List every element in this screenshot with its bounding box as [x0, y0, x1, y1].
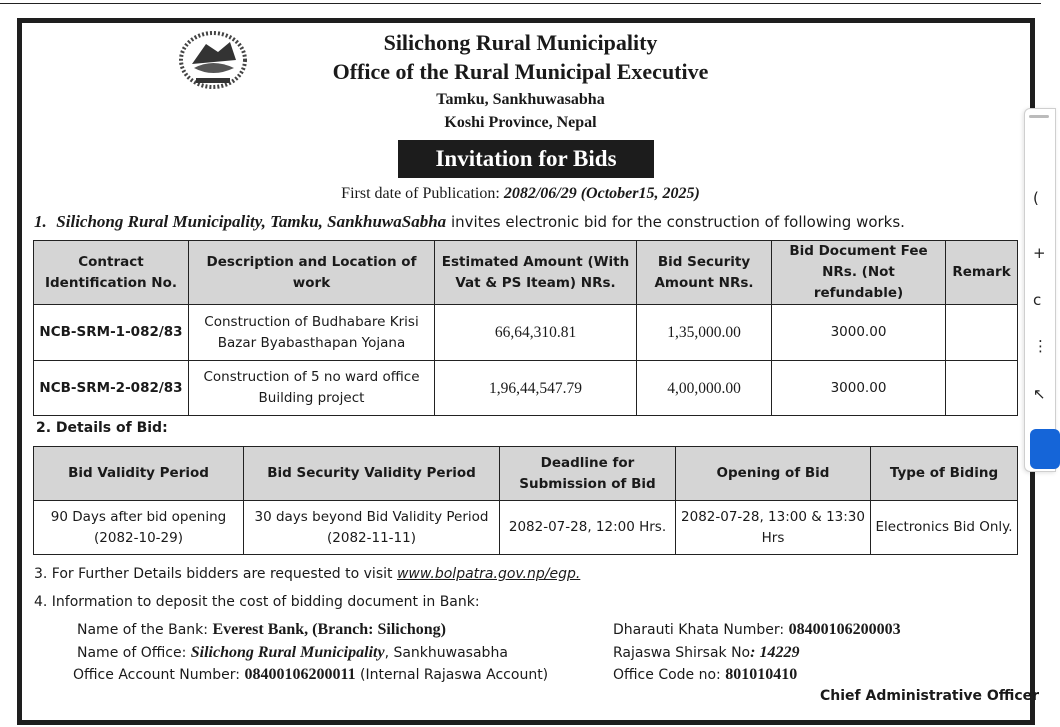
rajaswa-line: [613, 644, 799, 662]
publication-date-line: [0, 185, 1041, 203]
section-2-title: 2. Details of Bid:: [36, 420, 168, 436]
col-header-type: Type of Biding: [871, 447, 1018, 501]
col-header-bid-validity: Bid Validity Period: [34, 447, 244, 501]
estimated-amount: 66,64,310.81: [435, 305, 637, 361]
publication-date: 2082/06/29 (October15, 2025): [503, 185, 700, 202]
bid-security-validity-period: 30 days beyond Bid Validity Period (2082-11-11): [244, 501, 500, 555]
section-1-text: invites electronic bid for the construction of following works.: [450, 213, 905, 231]
publication-label: First date of Publication:: [341, 185, 500, 202]
account-suffix: (Internal Rajaswa Account): [355, 667, 549, 683]
partial-icon-2[interactable]: +: [1033, 244, 1046, 262]
works-table: [33, 240, 1018, 416]
col-header-estimated-amount: Estimated Amount (With Vat & PS Iteam) NRs.: [435, 241, 637, 305]
bolpatra-link[interactable]: www.bolpatra.gov.np/egp.: [396, 566, 581, 582]
bid-details-table: [33, 446, 1018, 555]
estimated-amount: 1,96,44,547.79: [435, 361, 637, 416]
bank-value: Everest Bank, (Branch: Silichong): [212, 621, 446, 638]
municipality-title: Silichong Rural Municipality: [383, 30, 658, 55]
office-value: Silichong Rural Municipality: [190, 644, 385, 661]
rajaswa-label: Rajaswa Shirsak No: [613, 645, 751, 661]
section-1-number: 1.: [34, 212, 47, 231]
office-name-line: [77, 644, 508, 662]
office-label: Name of Office:: [77, 645, 187, 661]
office-code-line: [613, 666, 797, 684]
table-row: [34, 501, 1018, 555]
section-4-text: 4. Information to deposit the cost of bidding document in Bank:: [34, 594, 480, 610]
dharauti-value: 08400106200003: [788, 621, 901, 638]
contract-id: NCB-SRM-1-082/83: [34, 305, 189, 361]
work-description: Construction of Budhabare Krisi Bazar Byabasthapan Yojana: [189, 305, 435, 361]
invitation-banner: Invitation for Bids: [398, 140, 654, 178]
partial-icon-1[interactable]: (: [1033, 189, 1039, 207]
dharauti-line: [613, 621, 901, 639]
rajaswa-value: : 14229: [750, 644, 800, 661]
bid-security-amount: 1,35,000.00: [637, 305, 772, 361]
top-divider: [0, 3, 1041, 4]
opening-of-bid: 2082-07-28, 13:00 & 13:30 Hrs: [676, 501, 871, 555]
bid-document-fee: 3000.00: [772, 305, 946, 361]
account-value: 08400106200011: [244, 666, 356, 683]
type-of-biding: Electronics Bid Only.: [871, 501, 1018, 555]
signature: Chief Administrative Officer: [820, 688, 1040, 704]
address-line-2: Koshi Province, Nepal: [444, 114, 597, 131]
col-header-deadline: Deadline for Submission of Bid: [500, 447, 676, 501]
bid-validity-period: 90 Days after bid opening (2082-10-29): [34, 501, 244, 555]
works-table-header: [34, 241, 1018, 305]
panel-drag-handle[interactable]: [1029, 115, 1049, 118]
col-header-doc-fee: Bid Document Fee NRs. (Not refundable): [772, 241, 946, 305]
floating-side-panel[interactable]: [1024, 108, 1056, 472]
remark: [946, 305, 1018, 361]
dharauti-label: Dharauti Khata Number:: [613, 622, 785, 638]
address-line-1: Tamku, Sankhuwasabha: [436, 91, 605, 108]
remark: [946, 361, 1018, 416]
partial-icon-3[interactable]: c: [1033, 291, 1042, 309]
section-3: [34, 566, 580, 582]
account-number-line: [73, 666, 548, 684]
account-label: Office Account Number:: [73, 667, 241, 683]
col-header-opening: Opening of Bid: [676, 447, 871, 501]
partial-icon-5[interactable]: ↖: [1033, 385, 1046, 403]
col-header-description: Description and Location of work: [189, 241, 435, 305]
bid-security-amount: 4,00,000.00: [637, 361, 772, 416]
partial-icon-4[interactable]: ⋮: [1033, 337, 1048, 355]
table-row: [34, 361, 1018, 416]
contract-id: NCB-SRM-2-082/83: [34, 361, 189, 416]
section-1-org: Silichong Rural Municipality, Tamku, SankhuwaSabha: [56, 212, 447, 231]
panel-action-button[interactable]: [1030, 429, 1060, 469]
office-code-value: 801010410: [725, 666, 798, 683]
col-header-bid-security: Bid Security Amount NRs.: [637, 241, 772, 305]
office-suffix: , Sankhuwasabha: [384, 645, 508, 661]
table-row: [34, 305, 1018, 361]
work-description: Construction of 5 no ward office Building project: [189, 361, 435, 416]
col-header-security-validity: Bid Security Validity Period: [244, 447, 500, 501]
section-1-intro: [34, 212, 905, 232]
submission-deadline: 2082-07-28, 12:00 Hrs.: [500, 501, 676, 555]
office-title: Office of the Rural Municipal Executive: [332, 59, 709, 84]
col-header-remark: Remark: [946, 241, 1018, 305]
bid-document-fee: 3000.00: [772, 361, 946, 416]
bank-name-line: [77, 621, 446, 639]
col-header-contract-id: Contract Identification No.: [34, 241, 189, 305]
section-3-text: 3. For Further Details bidders are requested to visit: [34, 566, 393, 582]
bank-label: Name of the Bank:: [77, 622, 209, 638]
bid-details-header: [34, 447, 1018, 501]
office-code-label: Office Code no:: [613, 667, 721, 683]
